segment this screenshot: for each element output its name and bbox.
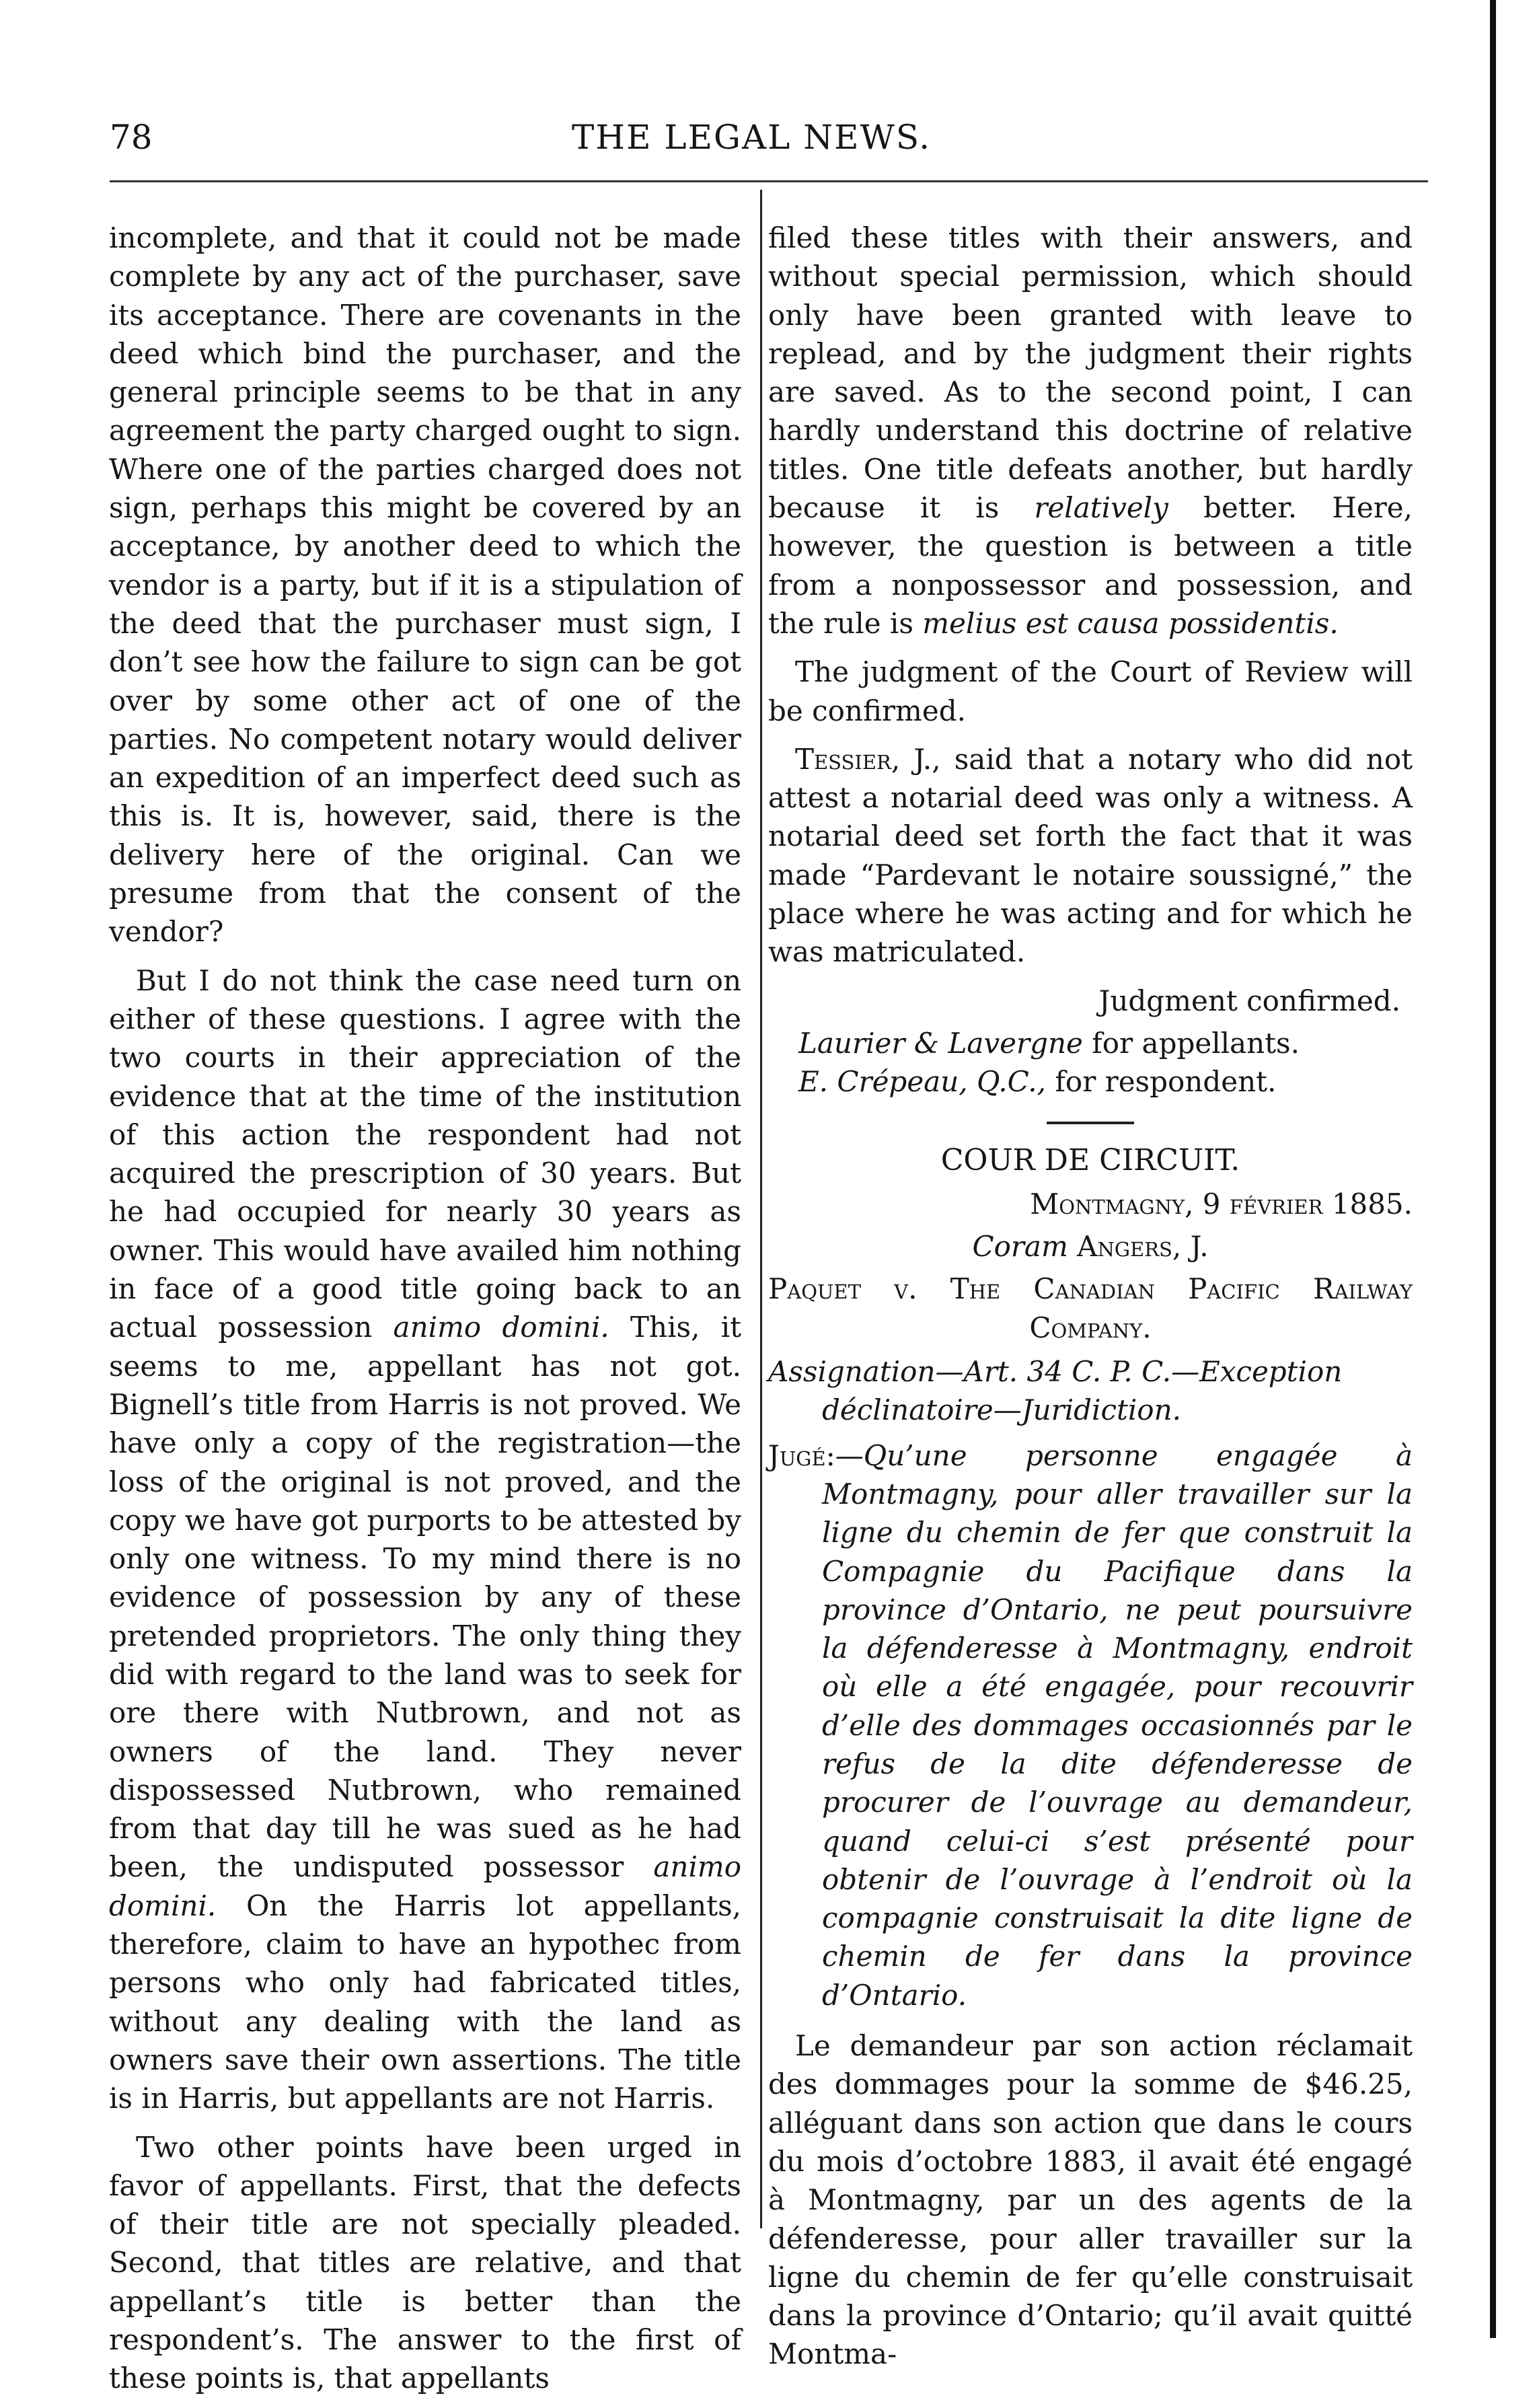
right-paragraph-2: The judgment of the Court of Review will be confirmed. <box>768 655 1413 727</box>
left-column <box>109 219 741 2408</box>
counsel-appellants-role: for appellants. <box>1092 1026 1300 1060</box>
subject-heading-part-a: Assignation—Art. <box>768 1355 1018 1389</box>
coram-line <box>768 1227 1413 1266</box>
left-paragraph-1: incomplete, and that it could not be made complete by any act of the purchaser, save its acceptance. There are covenants in the deed which bind the purchaser, and the general principle seems to be that in any agreement the party charged ought to sign. Where one of the parties charged does not sign, perhaps this might be covered by an acceptance, by another deed to which the vendor is a party, but if it is a stipulation of the deed that the purchaser must sign, I don’t see how the failure to sign can be got over by some other act of one of the parties. No competent notary would deliver an expedition of an imperfect deed such as this is. It is, however, said, there is the delivery here of the original. Can we presume from that the consent of the vendor? <box>109 221 741 949</box>
coram-word: Coram <box>972 1230 1068 1264</box>
left-paragraph-2-part-b: This, it seems to me, appellant has not got. Bignell’s title from Harris is not proved. We have only a copy of the registration—the loss of the original is not proved, and the copy we have got purports to be attested by only one witness. To my mind there is no evidence of possession by any of these pretended proprietors. The only thing they did with regard to the land was to seek for ore there with Nutbrown, and not as owners of the land. They never dispossessed Nutbrown, who remained from that day till he was sued as he had been, the undisputed possessor <box>109 1311 742 1884</box>
headnote-text: —Qu’une personne engagée à Montmagny, pour aller travailler sur la ligne du chemin de fer que construit la Compagnie du Pacifique dans la province d’Ontario, ne peut poursuivre la défenderesse à Montmagny, endroit où elle a été engagée, pour recouvrir d’elle des dommages occasionnés par le refus de la dite défenderesse de procurer de l’ouvrage au demandeur, quand celui-ci s’est présenté pour obtenir de l’ouvrage à l’endroit où la compagnie construisait la dite ligne de chemin de fer dans la province d’Ontario. <box>822 1438 1413 2012</box>
headnote <box>768 1436 1413 2014</box>
left-paragraph-3: Two other points have been urged in favor of appellants. First, that the defects of their title are not specially pleaded. Second, that titles are relative, and that appellant’s title is better than the respondent’s. The answer to the first of these points is, that appellants <box>109 2130 741 2395</box>
place-date: Montmagny, 9 février 1885. <box>1030 1187 1413 1220</box>
right-paragraph-3-text: , said that a notary who did not attest a notarial deed was only a witness. A notarial deed set forth the fact that it was made “Pardevant le notaire soussigné,” the place where he was acting and for which he was matriculated. <box>768 742 1413 969</box>
case-name-company: Company. <box>1029 1311 1152 1344</box>
left-paragraph-2 <box>109 961 741 2118</box>
page-number: 78 <box>110 118 153 157</box>
left-paragraph-2-part-a: But I do not think the case need turn on either of these questions. I agree with the two courts in their appreciation of the evidence that at the time of the institution of this action the respondent had not acquired the prescription of 30 years. But he had occupied for nearly 30 years as owner. This would have availed him nothing in face of a good title going back to an actual possession <box>109 963 741 1344</box>
counsel-respondent-names: E. Crépeau, Q.C., <box>798 1065 1046 1099</box>
counsel-appellants <box>798 1024 1413 1062</box>
case-name: Paquet v. The Canadian Pacific Railway <box>768 1272 1413 1306</box>
subject-heading <box>768 1352 1413 1430</box>
latin-phrase: animo domini. <box>393 1311 609 1344</box>
column-divider <box>760 190 762 2228</box>
section-divider <box>1047 1122 1134 1124</box>
page-edge-border <box>1490 0 1496 2338</box>
judgment-line: Judgment confirmed. <box>1098 984 1400 1017</box>
latin-phrase: animo domini. <box>109 1850 741 1922</box>
coram-judge: Angers, J. <box>1077 1230 1209 1264</box>
right-paragraph-4: Le demandeur par son action réclamait des dommages pour la somme de $46.25, alléguant dans son action que dans le cours du mois d’octobre 1883, il avait été engagé à Montmagny, par un des agents de la défenderesse, pour aller travailler sur la ligne du chemin de fer qu’elle construisait dans la province d’Ontario; qu’il avait quitté Montma- <box>768 2029 1413 2371</box>
counsel-respondent <box>798 1062 1413 1101</box>
right-paragraph-3 <box>768 740 1413 972</box>
emphasis-relatively: relatively <box>1034 491 1168 525</box>
headnote-label: Jugé: <box>768 1438 835 1472</box>
right-paragraph-1-part-b: better. Here, however, the question is between a title from a nonpossessor and possession, and the rule is <box>768 491 1413 640</box>
counsel-respondent-role: for respondent. <box>1055 1065 1277 1099</box>
counsel-appellants-names: Laurier & Lavergne <box>798 1026 1083 1060</box>
subject-heading-part-b: 34 C. P. C.—Exception déclinatoire—Juridiction. <box>822 1355 1343 1427</box>
court-title: COUR DE CIRCUIT. <box>940 1142 1240 1177</box>
right-paragraph-1 <box>768 219 1413 643</box>
latin-maxim: melius est causa possidentis. <box>922 606 1339 640</box>
running-head: THE LEGAL NEWS. <box>572 118 932 157</box>
right-paragraph-1-part-a: filed these titles with their answers, and without special permission, which should only have been granted with leave to replead, and by the judgment their rights are saved. As to the second point, I can hardly understand this doctrine of relative titles. One title defeats another, but hardly because it is <box>768 221 1413 525</box>
judge-name: Tessier, J. <box>795 742 932 776</box>
left-paragraph-2-part-c: On the Harris lot appellants, therefore, claim to have an hypothec from persons who only had fabricated titles, without any dealing with the land as owners save their own assertions. The title is in Harris, but appellants are not Harris. <box>109 1889 741 2115</box>
header-rule <box>110 180 1428 182</box>
right-column <box>768 219 1413 2384</box>
